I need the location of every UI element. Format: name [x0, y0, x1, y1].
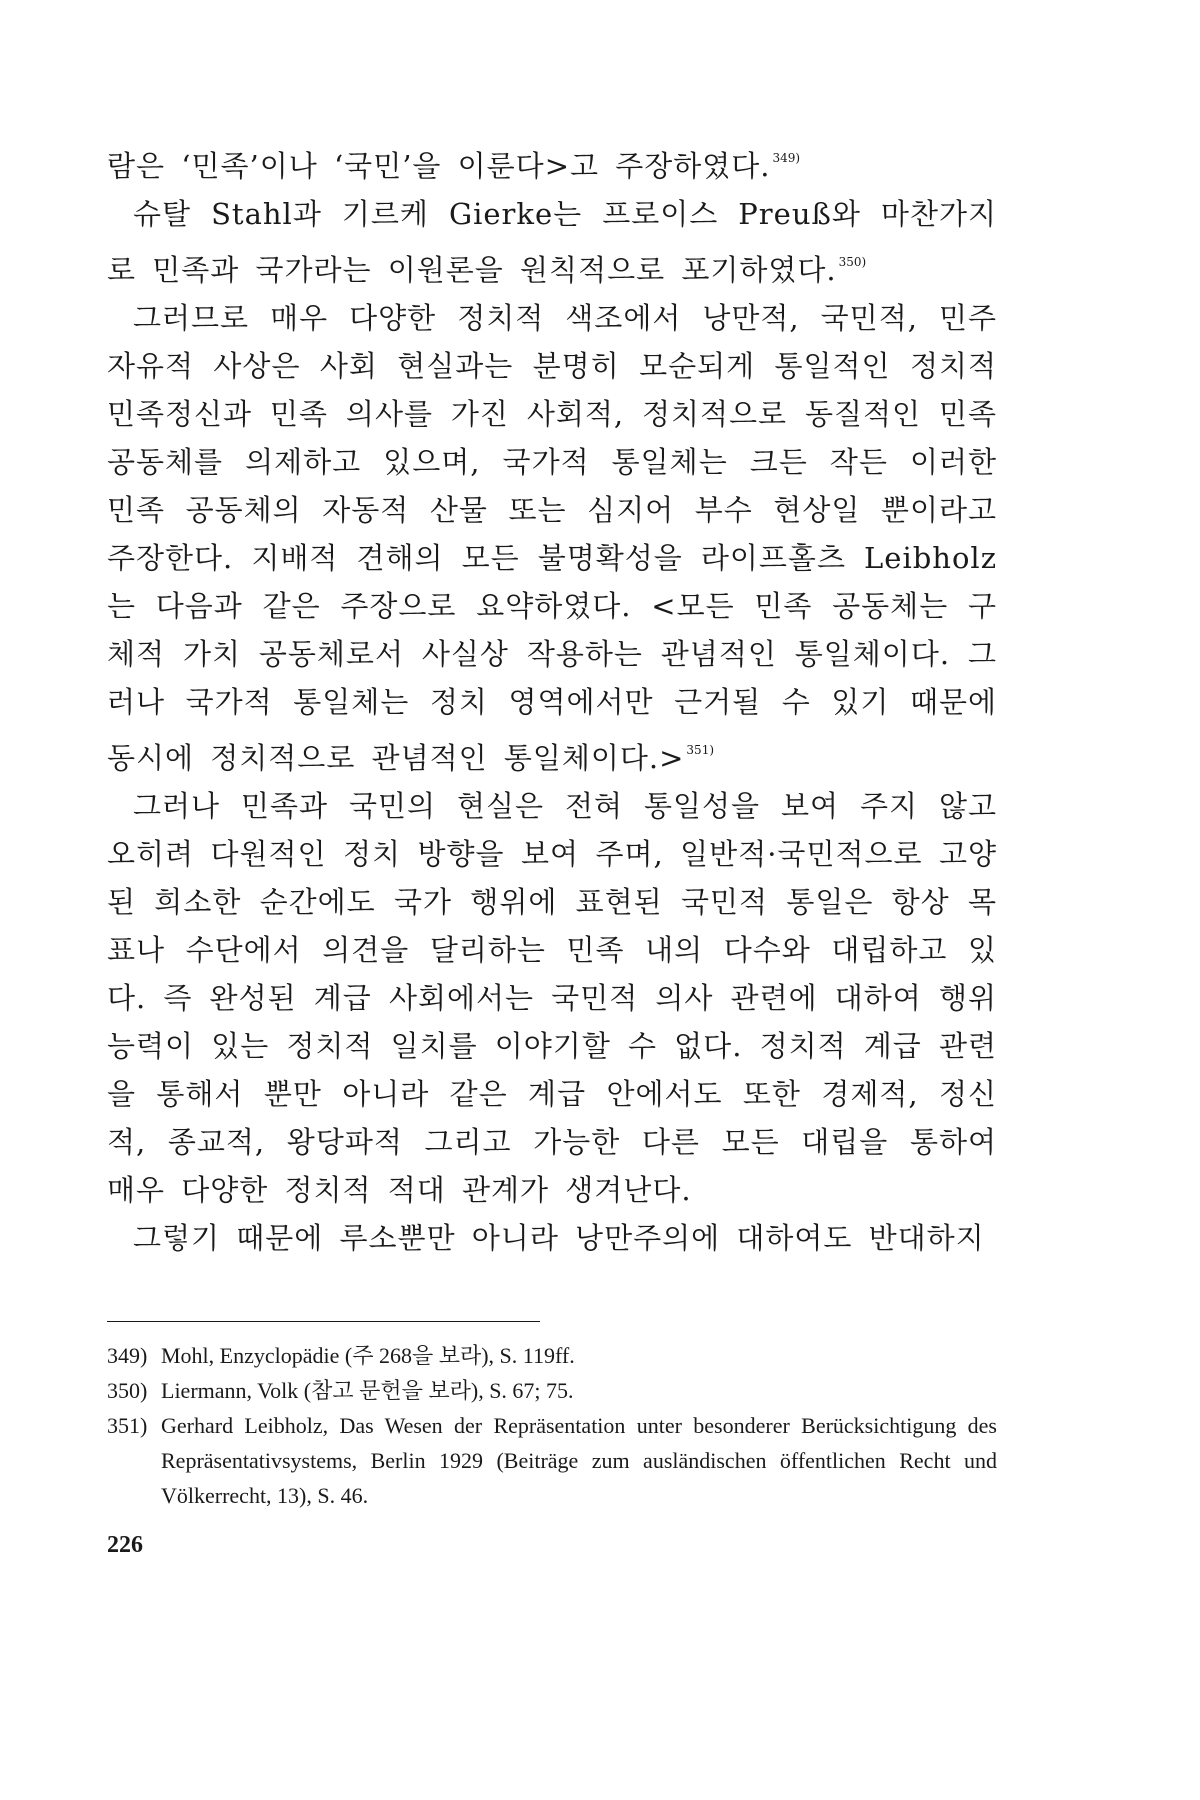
footnote-ref-350: 350) [838, 255, 867, 269]
footnote-number: 350) [107, 1378, 148, 1403]
paragraph-3 [107, 294, 997, 782]
footnote-ref-349: 349) [772, 151, 801, 165]
paragraph-4-text: 그러나 민족과 국민의 현실은 전혀 통일성을 보여 주지 않고 오히려 다원적인 정치 방향을 보여 주며, 일반적·국민적으로 고양된 희소한 순간에도 국가 행위에 표현된 국민적 통일은 항상 목표나 수단에서 의견을 달리하는 민족 내의 다수와 대립하고 있다. 즉 완성된 계급 사회에서는 국민적 의사 관련에 대하여 행위 능력이 있는 정치적 일치를 이야기할 수 없다. 정치적 계급 관련을 통해서 뿐만 아니라 같은 계급 안에서도 또한 경제적, 정신적, 종교적, 왕당파적 그리고 가능한 다른 모든 대립을 통하여 매우 다양한 정치적 적대 관계가 생겨난다. [107, 789, 997, 1207]
footnote-350 [107, 1373, 997, 1408]
footnotes [107, 1338, 997, 1513]
footnote-number: 349) [107, 1343, 148, 1368]
paragraph-4 [107, 782, 997, 1214]
paragraph-2 [107, 190, 997, 294]
footnote-divider [107, 1321, 540, 1322]
body-text [107, 134, 997, 1262]
paragraph-1-text: 람은 ‘민족’이나 ‘국민’을 이룬다>고 주장하였다. [107, 149, 771, 183]
footnote-number: 351) [107, 1413, 148, 1438]
paragraph-1 [107, 134, 997, 190]
footnote-text: Gerhard Leibholz, Das Wesen der Repräsentation unter besonderer Berücksichtigung des Repräsentativsystems, Berlin 1929 (Beiträge zum ausländischen öffentlichen Recht und Völkerrecht, 13), S. 46. [161, 1413, 997, 1508]
footnote-351 [107, 1408, 997, 1513]
page-number: 226 [107, 1532, 143, 1558]
paragraph-5-text: 그렇기 때문에 루소뿐만 아니라 낭만주의에 대하여도 반대하지 [133, 1221, 985, 1255]
footnote-text: Liermann, Volk (참고 문헌을 보라), S. 67; 75. [161, 1378, 574, 1403]
paragraph-2-text: 슈탈 Stahl과 기르케 Gierke는 프로이스 Preuß와 마찬가지로 민족과 국가라는 이원론을 원칙적으로 포기하였다. [107, 197, 997, 287]
paragraph-5 [107, 1214, 997, 1262]
paragraph-3-text: 그러므로 매우 다양한 정치적 색조에서 낭만적, 국민적, 민주 자유적 사상은 사회 현실과는 분명히 모순되게 통일적인 정치적 민족정신과 민족 의사를 가진 사회적, 정치적으로 동질적인 민족 공동체를 의제하고 있으며, 국가적 통일체는 크든 작든 이러한 민족 공동체의 자동적 산물 또는 심지어 부수 현상일 뿐이라고 주장한다. 지배적 견해의 모든 불명확성을 라이프홀츠 Leibholz는 다음과 같은 주장으로 요약하였다. <모든 민족 공동체는 구체적 가치 공동체로서 사실상 작용하는 관념적인 통일체이다. 그러나 국가적 통일체는 정치 영역에서만 근거될 수 있기 때문에 동시에 정치적으로 관념적인 통일체이다.> [107, 301, 997, 775]
footnote-text: Mohl, Enzyclopädie (주 268을 보라), S. 119ff. [161, 1343, 575, 1368]
footnote-349 [107, 1338, 997, 1373]
footnote-ref-351: 351) [686, 743, 715, 757]
